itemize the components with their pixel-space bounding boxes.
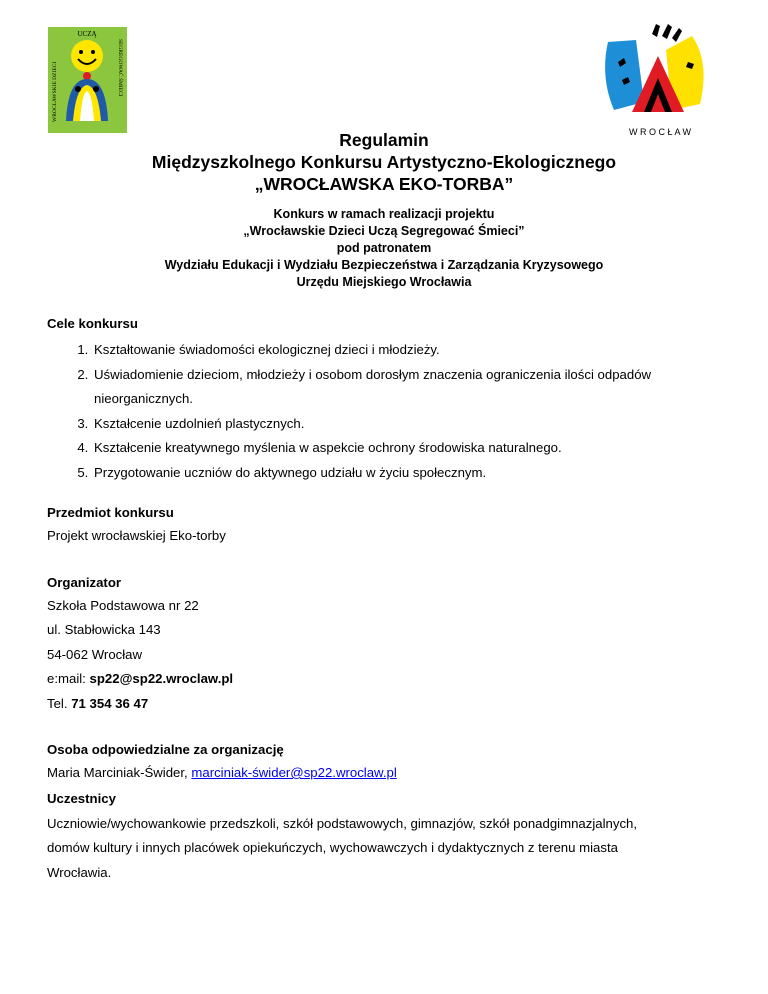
title-line-3: „WROCŁAWSKA EKO-TORBA” xyxy=(254,174,514,194)
logo-wroclaw-text: W R O C Ł A W xyxy=(628,127,692,137)
organizer-phone-line xyxy=(47,692,727,717)
goal-item: 3. Kształcenie uzdolnień plastycznych. xyxy=(92,412,727,437)
organizer-city: 54-062 Wrocław xyxy=(47,646,143,662)
goal-item: 1. Kształtowanie świadomości ekologicznej dzieci i młodzieży. xyxy=(92,338,727,363)
organizer-email: sp22@sp22.wroclaw.pl xyxy=(89,671,234,686)
organizer-phone: 71 354 36 47 xyxy=(71,695,149,711)
goal-item: 2. Uświadomienie dzieciom, młodzieży i osobom dorosłym znaczenia ograniczenia ilości odpadów nieorganicznych. xyxy=(92,363,727,412)
goal-item: 4. Kształcenie kreatywnego myślenia w aspekcie ochrony środowiska naturalnego. xyxy=(92,436,727,461)
organizer-name: Szkoła Podstawowa nr 22 xyxy=(47,597,199,613)
goals-heading: Cele konkursu xyxy=(47,316,138,331)
participants-line-1: Uczniowie/wychowankowie przedszkoli, szkół podstawowych, gimnazjów, szkół ponadgimnazjalnych, xyxy=(47,815,638,831)
document-subtitle xyxy=(0,206,768,291)
subtitle-line-1: Konkurs w ramach realizacji projektu xyxy=(273,207,495,221)
logo-text-left: WROCŁAWSKIE DZIECI xyxy=(52,61,58,122)
subject-text: Projekt wrocławskiej Eko-torby xyxy=(47,528,226,543)
organizer-email-line xyxy=(47,667,727,692)
logo-text-right: SEGREGOWAĆ ŚMIECI xyxy=(117,39,123,97)
organizer-heading: Organizator xyxy=(47,574,122,590)
subject-heading: Przedmiot konkursu xyxy=(47,505,174,520)
participants-heading: Uczestnicy xyxy=(47,790,116,806)
wroclaw-logo xyxy=(596,22,722,140)
subtitle-line-4: Wydziału Edukacji i Wydziału Bezpieczeństwa i Zarządzania Kryzysowego xyxy=(164,258,604,272)
project-logo xyxy=(48,27,127,133)
subtitle-line-2: „Wrocławskie Dzieci Uczą Segregować Śmieci” xyxy=(243,224,525,238)
responsible-heading: Osoba odpowiedzialne za organizację xyxy=(47,742,284,757)
phone-label: Tel. xyxy=(47,695,72,711)
goal-item: 5. Przygotowanie uczniów do aktywnego udziału w życiu społecznym. xyxy=(92,461,727,486)
logo-text-top: UCZĄ xyxy=(77,30,97,38)
email-label: e:mail: xyxy=(47,671,90,686)
responsible-line xyxy=(47,761,727,786)
subtitle-line-5: Urzędu Miejskiego Wrocławia xyxy=(296,275,472,289)
goals-list xyxy=(47,338,727,485)
organizer-street: ul. Stabłowicka 143 xyxy=(47,622,161,637)
document-title xyxy=(0,129,768,195)
title-line-2: Międzyszkolnego Konkursu Artystyczno-Ekologicznego xyxy=(151,152,617,172)
participants-line-3: Wrocławia. xyxy=(47,864,112,880)
responsible-name: Maria Marciniak-Świder, xyxy=(47,765,192,780)
subtitle-line-3: pod patronatem xyxy=(336,241,432,255)
sun-face-icon xyxy=(71,40,103,72)
document-body xyxy=(47,313,727,885)
responsible-email-link[interactable]: marciniak-świder@sp22.wroclaw.pl xyxy=(191,765,397,780)
title-line-1: Regulamin xyxy=(339,130,429,150)
participants-line-2: domów kultury i innych placówek opiekuńczych, wychowawczych i dydaktycznych z terenu miasta xyxy=(47,840,618,855)
